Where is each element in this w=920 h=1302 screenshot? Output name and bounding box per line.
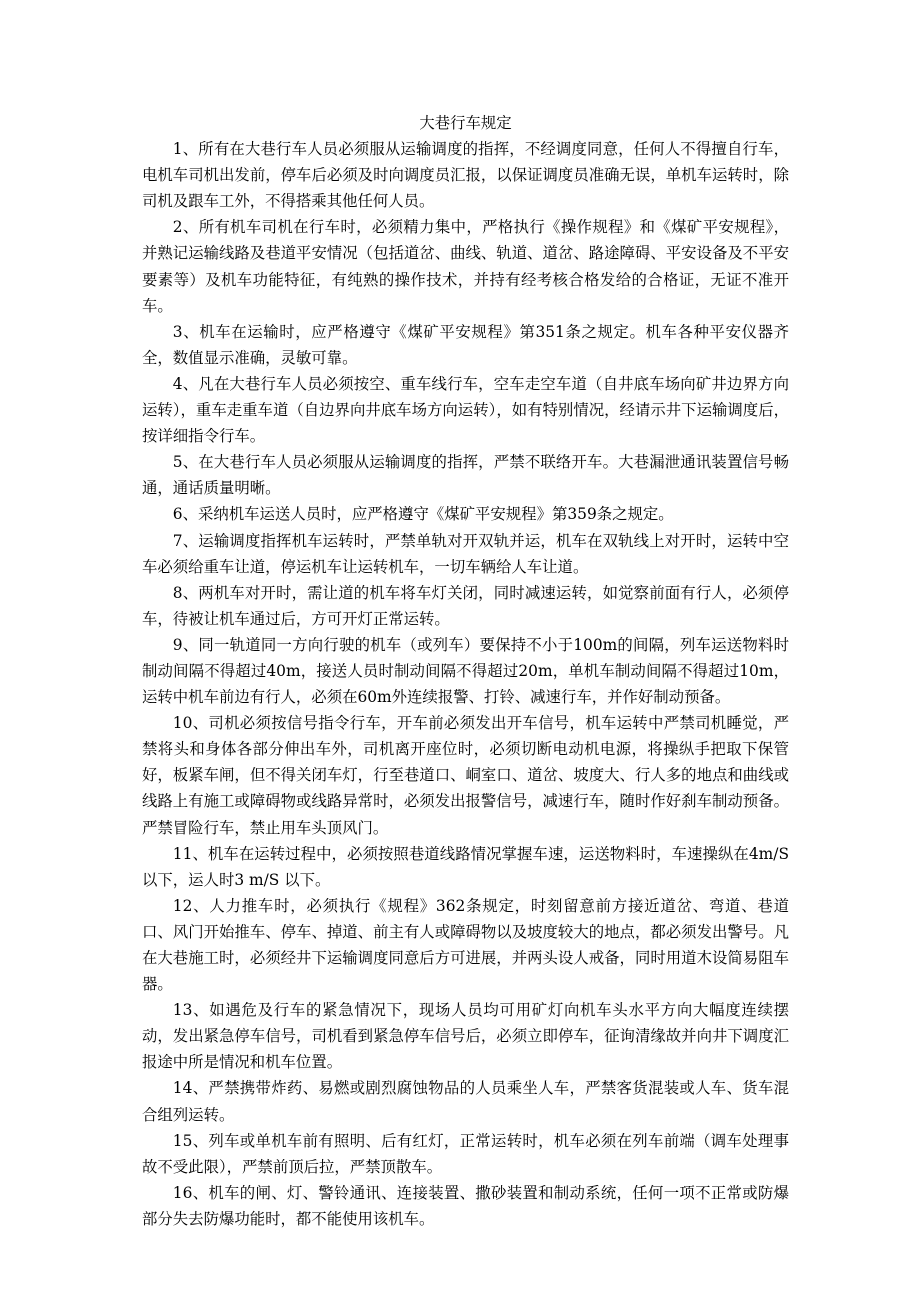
- paragraph-6: 6、采纳机车运送人员时，应严格遵守《煤矿平安规程》第359条之规定。: [172, 505, 674, 524]
- paragraph-8: 8、两机车对开时，需让道的机车将车灯关闭，同时减速运转，如觉察前面有行人，必须停车，待被让机车通过后，方可开灯正常运转。: [142, 583, 789, 628]
- paragraph-1: 1、所有在大巷行车人员必须服从运输调度的指挥，不经调度同意，任何人不得擅自行车，电机车司机出发前，停车后必须及时向调度员汇报，以保证调度员准确无误，单机车运转时，除司机及跟车工外，不得搭乘其他任何人员。: [142, 140, 789, 211]
- document-title: 大巷行车规定: [419, 114, 512, 132]
- paragraph-10: 10、司机必须按信号指令行车，开车前必须发出开车信号，机车运转中严禁司机睡觉，严禁将头和身体各部分伸出车外，司机离开座位时，必须切断电动机电源，将操纵手把取下保管好，板紧车闸，但不得关闭车灯，行至巷道口、峒室口、道岔、坡度大、行人多的地点和曲线或线路上有施工或障碍物或线路异常时，必须发出报警信号，减速行车，随时作好刹车制动预备。严禁冒险行车，禁止用车头顶风门。: [142, 714, 789, 837]
- paragraph-3: 3、机车在运输时，应严格遵守《煤矿平安规程》第351条之规定。机车各种平安仪器齐全，数值显示准确，灵敏可靠。: [142, 322, 789, 367]
- document-body: [142, 110, 789, 1232]
- paragraph-13: 13、如遇危及行车的紧急情况下，现场人员均可用矿灯向机车头水平方向大幅度连续摆动，发出紧急停车信号，司机看到紧急停车信号后，必须立即停车，征询清缘故并向井下调度汇报途中所是情况和机车位置。: [142, 1001, 789, 1072]
- paragraph-15: 15、列车或单机车前有照明、后有红灯，正常运转时，机车必须在列车前端（调车处理事故不受此限），严禁前顶后拉，严禁顶散车。: [142, 1131, 789, 1176]
- paragraph-7: 7、运输调度指挥机车运转时，严禁单轨对开双轨并运，机车在双轨线上对开时，运转中空车必须给重车让道，停运机车让运转机车，一切车辆给人车让道。: [142, 531, 789, 576]
- paragraph-2: 2、所有机车司机在行车时，必须精力集中，严格执行《操作规程》和《煤矿平安规程》，并熟记运输线路及巷道平安情况（包括道岔、曲线、轨道、道岔、路途障碍、平安设备及不平安要素等）及机车功能特征，有纯熟的操作技术，并持有经考核合格发给的合格证，无证不准开车。: [142, 218, 789, 315]
- paragraph-11: 11、机车在运转过程中，必须按照巷道线路情况掌握车速，运送物料时，车速操纵在4m/S以下，运人时3 m/S 以下。: [142, 844, 789, 889]
- paragraph-9: 9、同一轨道同一方向行驶的机车（或列车）要保持不小于100m的间隔，列车运送物料时制动间隔不得超过40m，接送人员时制动间隔不得超过20m，单机车制动间隔不得超过10m，运转中机车前边有行人，必须在60m外连续报警、打铃、减速行车，并作好制动预备。: [142, 635, 789, 707]
- paragraph-4: 4、凡在大巷行车人员必须按空、重车线行车，空车走空车道（自井底车场向矿井边界方向运转），重车走重车道（自边界向井底车场方向运转），如有特别情况，经请示井下运输调度后，按详细指令行车。: [142, 374, 789, 446]
- paragraph-5: 5、在大巷行车人员必须服从运输调度的指挥，严禁不联络开车。大巷漏泄通讯装置信号畅通，通话质量明晰。: [142, 453, 789, 498]
- paragraph-12: 12、人力推车时，必须执行《规程》362条规定，时刻留意前方接近道岔、弯道、巷道口、风门开始推车、停车、掉道、前主有人或障碍物以及坡度较大的地点，都必须发出警号。凡在大巷施工时，必须经井下运输调度同意后方可进展，并两头设人戒备，同时用道木设简易阻车器。: [142, 896, 789, 994]
- paragraph-16: 16、机车的闸、灯、警铃通讯、连接装置、撒砂装置和制动系统，任何一项不正常或防爆部分失去防爆功能时，都不能使用该机车。: [142, 1183, 789, 1228]
- paragraph-14: 14、严禁携带炸药、易燃或剧烈腐蚀物品的人员乘坐人车，严禁客货混装或人车、货车混合组列运转。: [142, 1079, 789, 1124]
